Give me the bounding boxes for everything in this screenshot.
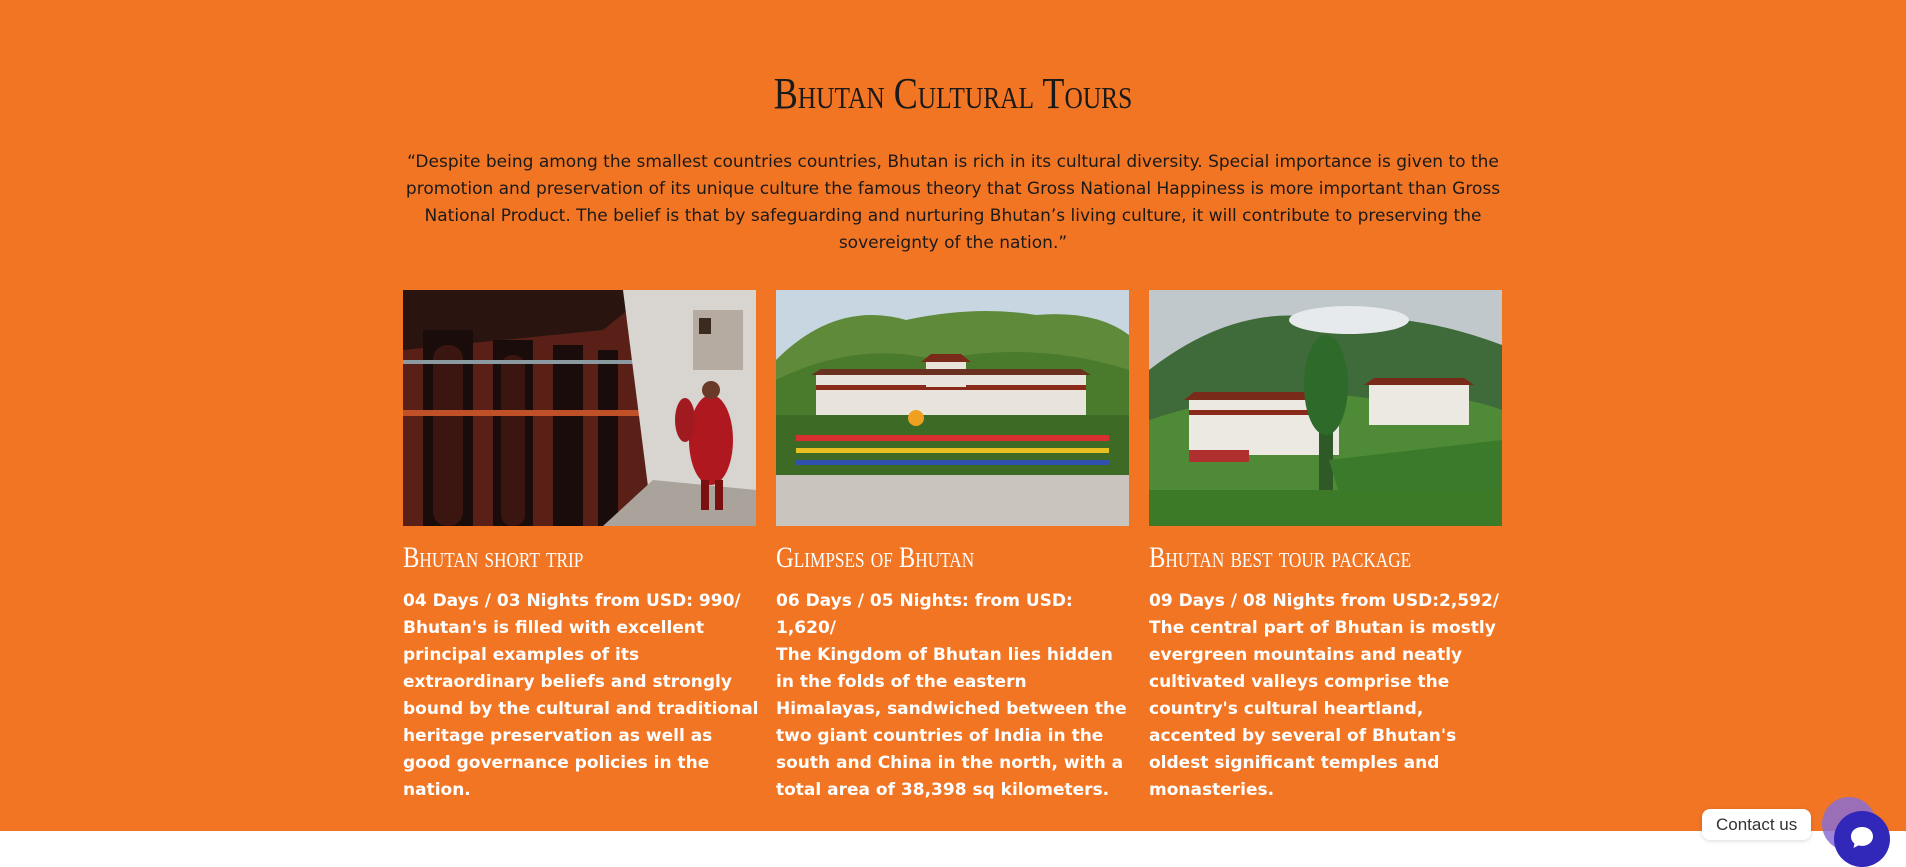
tour-description [776, 588, 1136, 804]
tour-summary: The Kingdom of Bhutan lies hidden in the folds of the eastern Himalayas, sandwiched between the two giant countries of India in the south and China in the north, with a total area of 38,398 sq kilometers. [776, 645, 1127, 800]
tour-title[interactable]: Bhutan best tour package [1149, 541, 1412, 574]
tour-title[interactable]: Glimpses of Bhutan [776, 541, 975, 574]
chat-launcher-button[interactable] [1834, 811, 1890, 867]
contact-us-label[interactable]: Contact us [1702, 809, 1811, 840]
tour-description [1149, 588, 1509, 804]
tour-card-short-trip[interactable] [403, 290, 759, 800]
tour-price: 09 Days / 08 Nights from USD:2,592/ [1149, 591, 1499, 611]
tour-card-glimpses[interactable] [776, 290, 1129, 800]
tour-image-mountain-dzong[interactable] [1149, 290, 1502, 526]
chat-bubble-icon [1849, 824, 1875, 854]
section-title: Bhutan Cultural Tours [773, 69, 1133, 118]
tour-card-best-package[interactable] [1149, 290, 1502, 800]
tour-summary: Bhutan's is filled with excellent principal examples of its extraordinary beliefs and strongly bound by the cultural and traditional heritage preservation as well as good governance policies in the nation. [403, 618, 759, 800]
tour-description [403, 588, 763, 804]
tour-price: 06 Days / 05 Nights: from USD: 1,620/ [776, 591, 1073, 638]
tour-summary: The central part of Bhutan is mostly evergreen mountains and neatly cultivated valleys comprise the country's cultural heartland, accented by several of Bhutan's oldest significant temples and monasteries. [1149, 618, 1496, 800]
section-intro: “Despite being among the smallest countries countries, Bhutan is rich in its cultural diversity. Special importance is given to the promotion and preservation of its unique culture the famous theory that Gross National Happiness is more important than Gross National Product. The belief is that by safeguarding and nurturing Bhutan’s living culture, it will contribute to preserving the sovereignty of the nation.” [405, 152, 1501, 253]
tour-image-monk-corridor[interactable] [403, 290, 756, 526]
tour-price: 04 Days / 03 Nights from USD: 990/ [403, 591, 741, 611]
tour-title[interactable]: Bhutan short trip [403, 541, 584, 574]
tour-image-dzong-garden[interactable] [776, 290, 1129, 526]
